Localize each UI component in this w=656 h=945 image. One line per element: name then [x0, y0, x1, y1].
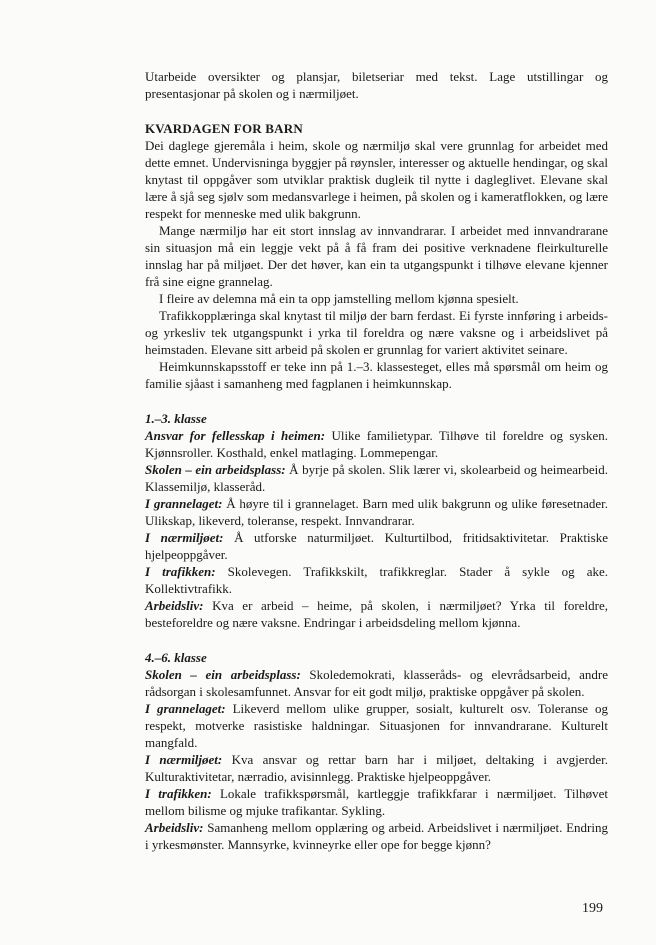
topic-label: I nærmiljøet: [145, 752, 223, 767]
topic-item [145, 666, 608, 700]
topic-label: I grannelaget: [145, 701, 226, 716]
topic-text: Å byrje på skolen. Slik lærer vi, skolearbeid og heimearbeid. Klassemiljø, klasseråd. [145, 462, 608, 494]
topic-item [145, 563, 608, 597]
topic-label: I grannelaget: [145, 496, 223, 511]
topic-label: Arbeidsliv: [145, 598, 204, 613]
section-heading: KVARDAGEN FOR BARN [145, 121, 303, 136]
topic-label: Ansvar for fellesskap i heimen: [145, 428, 326, 443]
topic-text: Likeverd mellom ulike grupper, sosialt, kulturelt osv. Toleranse og respekt, motverke rasistiske haldningar. Situasjonen for innvandrarane. Kulturelt mangfald. [145, 701, 609, 750]
topic-label: I nærmiljøet: [145, 530, 224, 545]
topic-text: Kva ansvar og rettar barn har i miljøet, deltaking i avgjerder. Kulturaktivitetar, nærradio, avisinnlegg. Praktiske hjelpeoppgåver. [145, 752, 609, 784]
topic-text: Lokale trafikkspørsmål, kartleggje trafikkfarar i nærmiljøet. Tilhøvet mellom bilisme og mjuke trafikantar. Sykling. [145, 786, 608, 818]
section-paragraph: Mange nærmiljø har eit stort innslag av innvandrarar. I arbeidet med innvandrarane sin situasjon må ein leggje vekt på å få fram dei positive verknadene fleirkulturelle innslag har på miljøet. Der det høver, kan ein ta utgangspunkt i tilhøve elevane kjenner frå sine eigne grannelag. [145, 223, 608, 289]
topic-label: I trafikken: [145, 786, 212, 801]
topic-item [145, 819, 608, 853]
page-number: 199 [582, 901, 603, 916]
topic-text: Skolevegen. Trafikkskilt, trafikkreglar. Stader å sykle og ake. Kollektivtrafikk. [145, 564, 609, 596]
class-1-3-heading: 1.–3. klasse [145, 411, 207, 426]
topic-text: Samanheng mellom opplæring og arbeid. Arbeidslivet i nærmiljøet. Endring i yrkesmønster. Mannsyrke, kvinneyrke eller ope for begge kjønn? [145, 820, 608, 852]
topic-item [145, 529, 608, 563]
topic-item [145, 700, 608, 751]
topic-item [145, 597, 608, 631]
topic-label: Arbeidsliv: [145, 820, 204, 835]
section-paragraph: Heimkunnskapsstoff er teke inn på 1.–3. klassesteget, elles må spørsmål om heim og familie sjåast i samanheng med fagplanen i heimkunnskap. [145, 359, 608, 391]
topic-item [145, 427, 608, 461]
topic-label: Skolen – ein arbeidsplass: [145, 462, 286, 477]
topic-text: Skoledemokrati, klasseråds- og elevrådsarbeid, andre rådsorgan i skolesamfunnet. Ansvar for eit godt miljø, praktiske oppgåver på skolen. [145, 667, 608, 699]
topic-text: Kva er arbeid – heime, på skolen, i nærmiljøet? Yrka til foreldre, besteforeldre og nære vaksne. Endringar i arbeidsdeling mellom kjønna. [145, 598, 608, 630]
intro-paragraph: Utarbeide oversikter og plansjar, biletseriar med tekst. Lage utstillingar og presentasjonar på skolen og i nærmiljøet. [145, 69, 608, 101]
topic-item [145, 495, 608, 529]
class-4-6-heading: 4.–6. klasse [145, 650, 207, 665]
topic-item [145, 461, 608, 495]
topic-label: I trafikken: [145, 564, 216, 579]
topic-text: Å høyre til i grannelaget. Barn med ulik bakgrunn og ulike føresetnader. Ulikskap, likeverd, toleranse, respekt. Innvandrarar. [145, 496, 609, 528]
topic-text: Ulike familietypar. Tilhøve til foreldre og sysken. Kjønnsroller. Kosthald, enkel matlaging. Lommepengar. [145, 428, 608, 460]
topic-item [145, 785, 608, 819]
section-paragraph: I fleire av delemna må ein ta opp jamstelling mellom kjønna spesielt. [159, 291, 519, 306]
topic-label: Skolen – ein arbeidsplass: [145, 667, 301, 682]
section-paragraph: Trafikkopplæringa skal knytast til miljø der barn ferdast. Ei fyrste innføring i arbeids- og yrkesliv tek utgangspunkt i yrka til foreldra og nære vaksne og i arbeidslivet på heimstaden. Elevane sitt arbeid på skolen er grunnlag for variert aktivitet seinare. [145, 308, 608, 357]
topic-item [145, 751, 608, 785]
topic-text: Å utforske naturmiljøet. Kulturtilbod, fritidsaktivitetar. Praktiske hjelpeoppgåver. [145, 530, 608, 562]
section-paragraph: Dei daglege gjeremåla i heim, skole og nærmiljø skal vere grunnlag for arbeidet med dette emnet. Undervisninga byggjer på røynsler, interesser og aktuelle hendingar, og skal knytast til oppgåver som utviklar praktisk dugleik til nytte i dagleglivet. Elevane skal lære å sjå seg sjølv som medansvarlege i heimen, på skolen og i kameratflokken, og lære respekt for menneske med ulik bakgrunn. [145, 138, 608, 221]
